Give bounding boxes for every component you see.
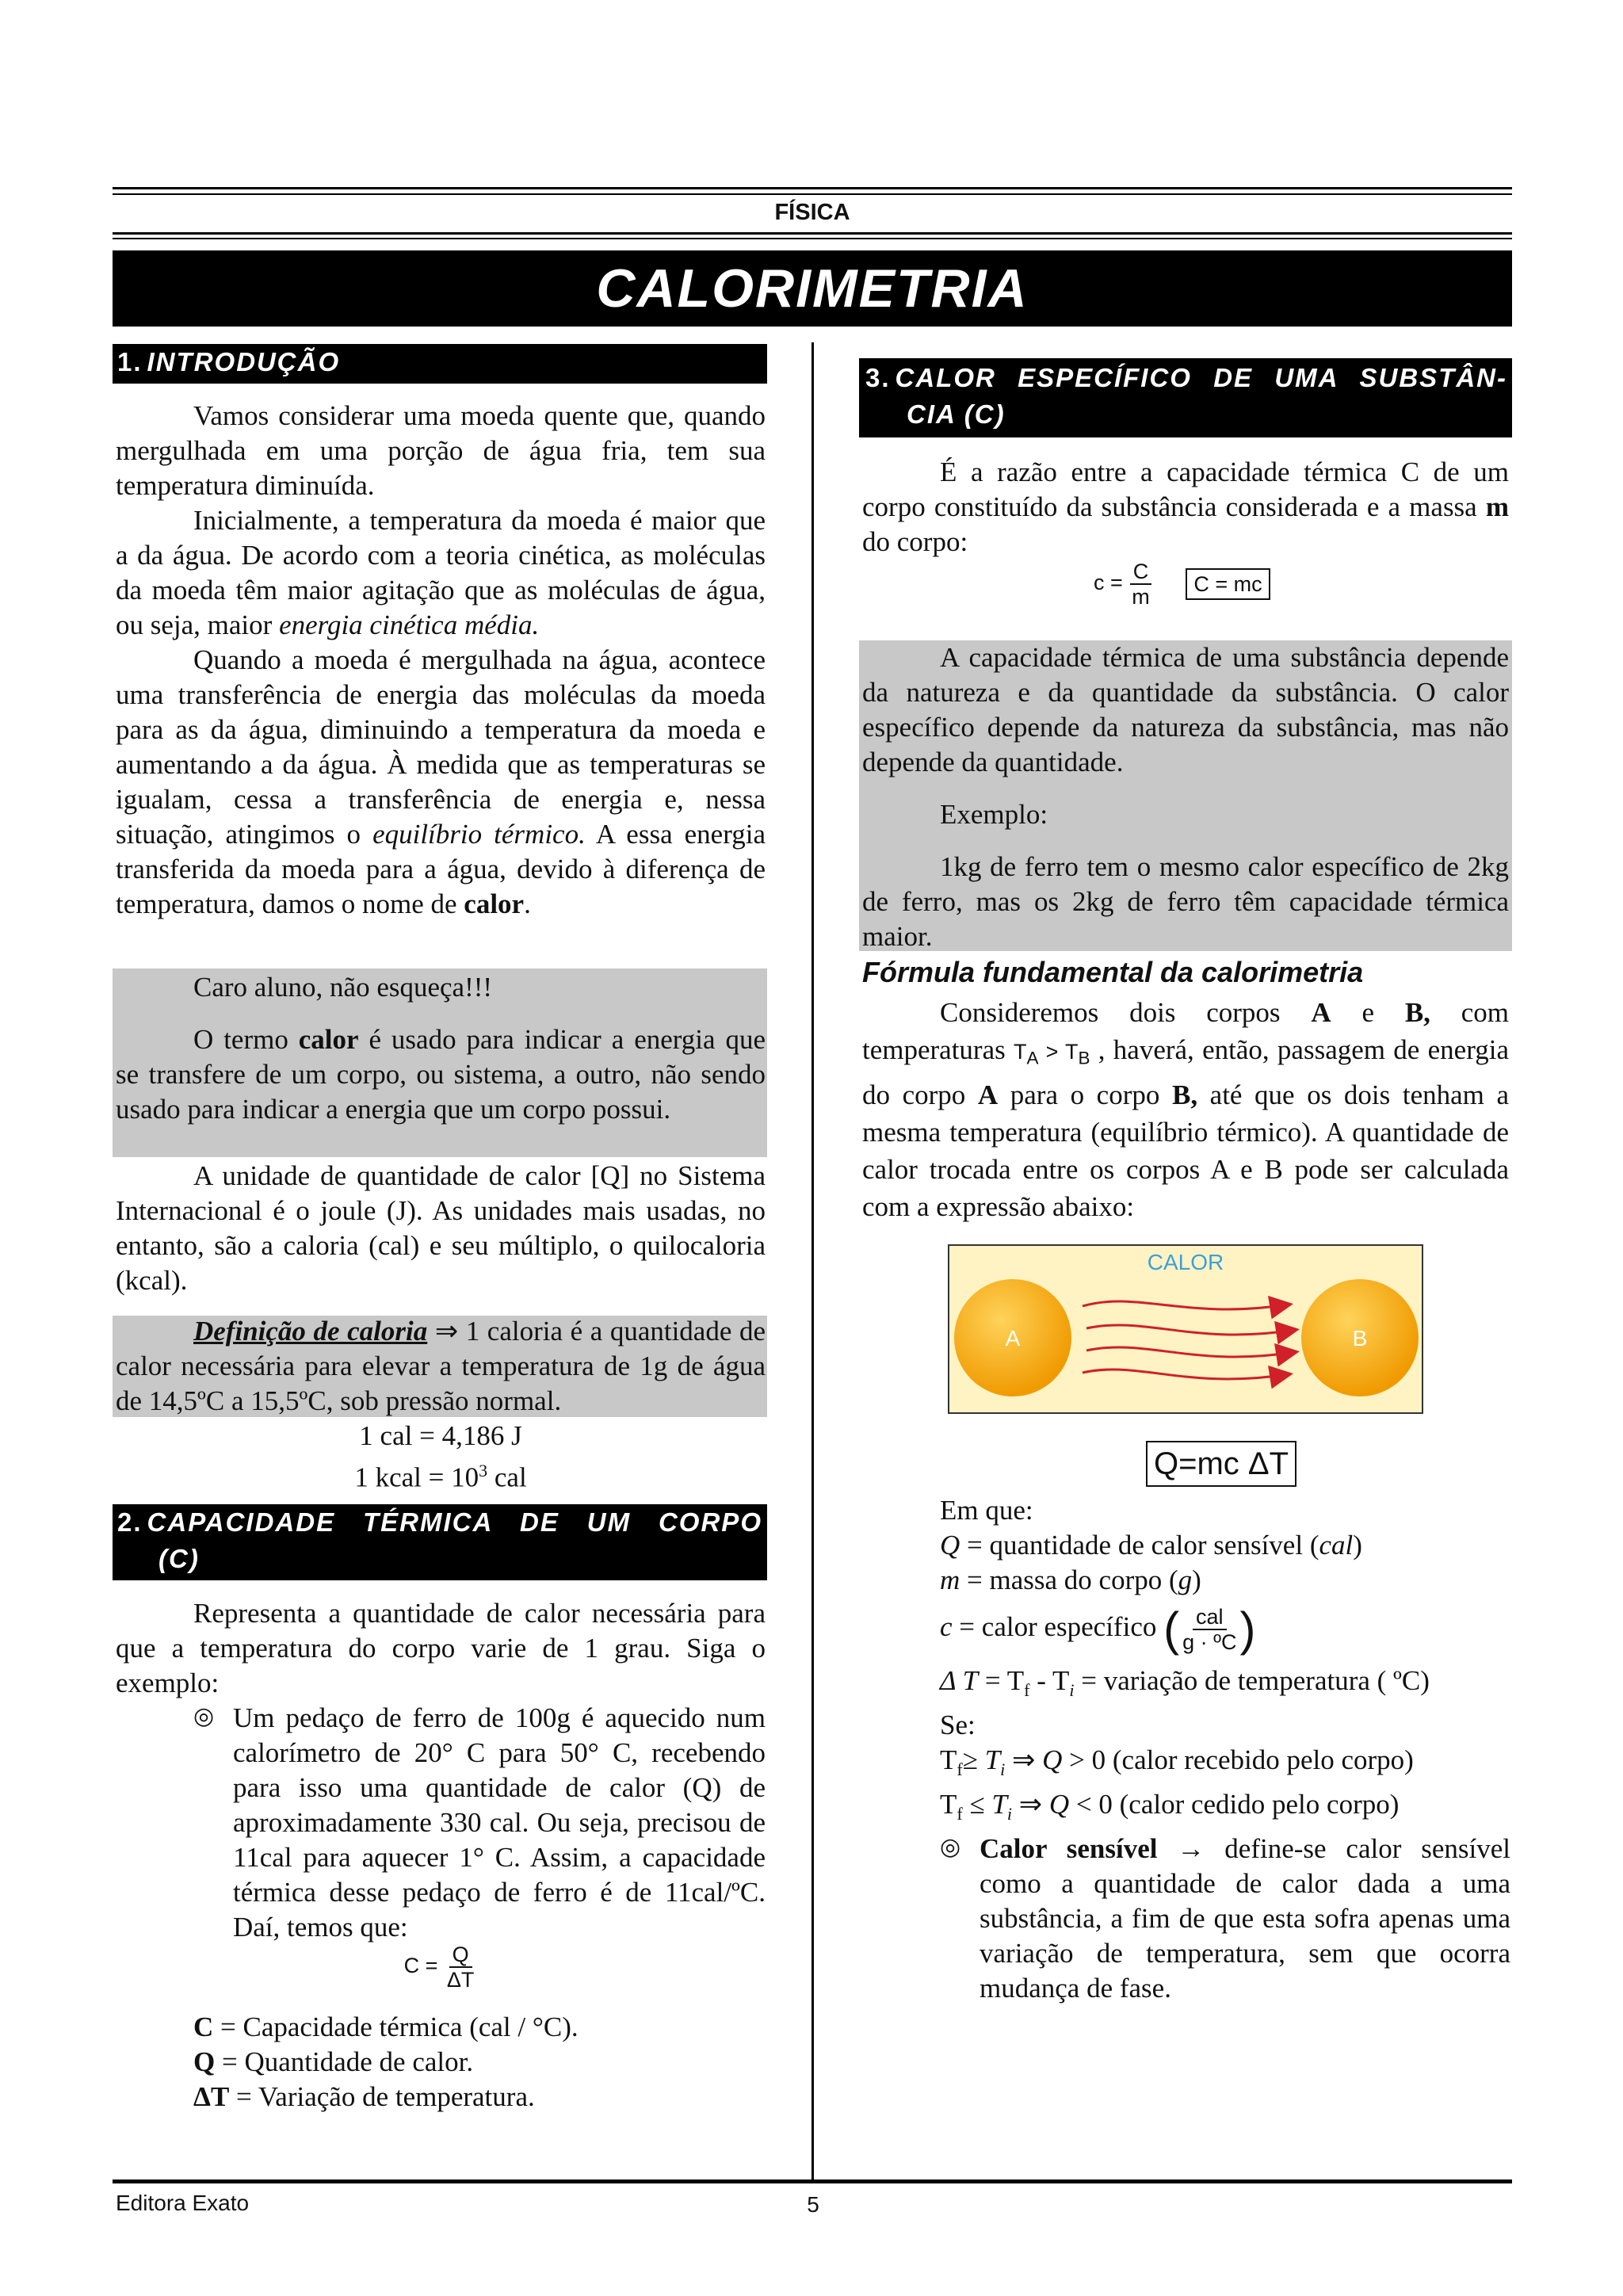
section-heading-introducao <box>113 344 767 384</box>
text: ) <box>1192 1564 1201 1595</box>
subscript: i <box>1069 1679 1075 1700</box>
text: 1 caloria é a quantidade de calor necessária para elevar a temperatura de 1g de água de 14,5ºC a 15,5ºC, sob pressão normal. <box>116 1316 766 1416</box>
calor-label: CALOR <box>1147 1250 1224 1274</box>
text: O termo <box>193 1024 299 1055</box>
intro-paragraph-1: Vamos considerar uma moeda quente que, quando mergulhada em uma porção de água fria, tem sua temperatura diminuída. <box>116 400 766 501</box>
text: Consideremos dois corpos <box>940 997 1312 1028</box>
calor-especifico-text <box>862 455 1509 560</box>
text: define-se calor sensível como a quantidade de calor dada a uma substância, a fim de que esta sofra apenas uma variação de temperatura, sem que ocorra mudança de fase. <box>980 1832 1511 2004</box>
symbol: Q <box>1042 1744 1063 1775</box>
text: = calor específico <box>952 1611 1164 1642</box>
symbol: Δ T <box>940 1664 979 1696</box>
numerator: Q <box>449 1943 472 1968</box>
symbol: Q <box>1048 1788 1070 1820</box>
symbol: T <box>984 1744 1001 1775</box>
formula-fraction <box>444 1943 478 1992</box>
subscript: A <box>1026 1048 1039 1068</box>
text: = T <box>978 1664 1025 1696</box>
footer-rule <box>113 2179 1512 2183</box>
var-delta-t <box>940 1664 1510 1708</box>
equivalence-1: 1 cal = 4,186 J <box>359 1420 522 1451</box>
denominator: g · ºC <box>1182 1629 1237 1654</box>
denominator: m <box>1132 585 1150 609</box>
section-number: 1. <box>117 347 143 376</box>
formula-fraction <box>1128 560 1153 609</box>
note-text <box>116 970 766 1127</box>
subscript: i <box>1006 1803 1013 1824</box>
calor-especifico-paragraph <box>862 455 1509 560</box>
symbol: Q <box>940 1530 960 1561</box>
main-formula-box: Q=mc ΔT <box>1146 1441 1296 1487</box>
var-m <box>940 1563 1510 1598</box>
text: e <box>1331 997 1405 1028</box>
symbol: T <box>940 1788 957 1820</box>
note-paragraph <box>116 1022 766 1127</box>
text: É a razão entre a capacidade térmica C de um corpo constituído da substância considerada e a massa <box>862 457 1509 522</box>
denominator: ΔT <box>446 1968 475 1992</box>
equivalence-2 <box>116 1454 766 1496</box>
formula-section-text <box>862 994 1509 1225</box>
section-title: CAPACIDADE TÉRMICA DE UM CORPO <box>147 1507 762 1537</box>
text: 1 kcal = 10 <box>354 1461 479 1493</box>
definition-title: Definição de caloria <box>193 1316 428 1347</box>
emphasis: energia cinética média. <box>279 609 540 640</box>
symbol: T <box>1064 1040 1079 1064</box>
formula-lhs: C = <box>403 1954 438 1978</box>
header-rule-bottom <box>113 232 1512 235</box>
text: do corpo: <box>862 526 968 557</box>
formula-section-paragraph <box>862 994 1509 1225</box>
text: Inicialmente, a temperatura da moeda é maior que a da água. De acordo com a teoria cinética, as moléculas da moeda têm maior agitação que as moléculas de água, ou seja, maior <box>116 505 766 640</box>
unit: g <box>1178 1564 1193 1595</box>
capacity-formula <box>116 1943 766 1992</box>
unit-text <box>116 1159 766 1298</box>
text: Quando a moeda é mergulhada na água, acontece uma transferência de energia das moléculas da moeda para as da água, diminuindo a temperatura da moeda e aumentando a da água. À medida que as temperaturas se igualam, cessa a transferência de energia e, nessa situação, atingimos o <box>116 644 766 850</box>
text: cal <box>487 1461 527 1493</box>
implies-symbol: ⇒ <box>1005 1744 1043 1775</box>
symbol: c <box>940 1611 953 1642</box>
symbol: ΔT <box>193 2081 230 2112</box>
text: ) <box>1353 1530 1362 1561</box>
note-paragraph-1: A capacidade térmica de uma substância depende da natureza e da quantidade da substância. O calor específico depende da natureza da substância, mas não depende da quantidade. <box>862 642 1509 777</box>
section-number: 2. <box>117 1507 143 1537</box>
symbol: m <box>940 1564 960 1595</box>
operator: ≤ <box>962 1788 992 1820</box>
unit-fraction: ( $\frac{\text{cal}}{\text{g · ºC}}$ ) <box>1163 1602 1256 1656</box>
section-title-cont: CIA (C) <box>907 399 1006 429</box>
symbol: B, <box>1404 997 1430 1028</box>
page-title: CALORIMETRIA <box>113 250 1512 327</box>
section-title: INTRODUÇÃO <box>147 347 341 376</box>
text: com temperaturas <box>862 997 1509 1065</box>
example-paragraph: Um pedaço de ferro de 100g é aquecido num calorímetro de 20° C para 50° C, recebendo para isso uma quantidade de calor (Q) de aproximadamente 330 cal. Ou seja, precisou de 11cal para aquecer 1° C. Assim, a capacidade térmica desse pedaço de ferro é de 11cal/ºC. Daí, temos que: <box>233 1702 766 1943</box>
symbol: C <box>193 2011 214 2042</box>
heat-transfer-diagram <box>948 1244 1423 1414</box>
keyword: calor <box>464 888 525 919</box>
specific-heat-note-text <box>862 640 1509 954</box>
exponent: 3 <box>479 1461 488 1480</box>
header-rule-top-thin <box>113 193 1512 195</box>
subject-label: FÍSICA <box>774 200 850 225</box>
emphasis: equilíbrio térmico. <box>372 819 586 850</box>
text: = quantidade de calor sensível ( <box>960 1530 1319 1561</box>
symbol: A <box>977 1079 999 1111</box>
text: A essa energia transferida da moeda para a água, devido à diferença de temperatura, damos o nome de <box>116 819 766 919</box>
unit: cal <box>1319 1530 1354 1561</box>
condition-released <box>940 1787 1510 1832</box>
note-title: Caro aluno, não esqueça!!! <box>193 972 493 1003</box>
sensible-heat-item <box>940 1832 1510 2006</box>
implies-symbol: ⇒ <box>1012 1788 1049 1820</box>
text: < 0 (calor cedido pelo corpo) <box>1069 1788 1400 1820</box>
arrow-symbol: → <box>1157 1832 1225 1864</box>
capacidade-paragraph: Representa a quantidade de calor necessária para que a temperatura do corpo varie de 1 grau. Siga o exemplo: <box>116 1598 766 1698</box>
bullet-icon: ◎ <box>940 1832 961 1861</box>
example-item <box>116 1701 766 1945</box>
section-number: 3. <box>865 363 891 392</box>
text: = massa do corpo ( <box>960 1564 1178 1595</box>
intro-text <box>116 399 766 922</box>
header-rule-bottom-thin <box>113 238 1512 239</box>
se-label: Se: <box>940 1709 976 1740</box>
def-delta-t <box>193 2080 764 2115</box>
boxed-formula: C = mc <box>1186 568 1270 600</box>
text: é usado para indicar a energia que se transfere de um corpo, ou sistema, a outro, não sendo usado para indicar a energia que um corpo possui. <box>116 1024 766 1125</box>
def-c <box>193 2010 764 2045</box>
section-heading-capacidade <box>113 1504 767 1580</box>
numerator: cal <box>1193 1605 1227 1630</box>
text: , haverá, então, passagem de energia do corpo <box>862 1034 1509 1111</box>
implies-symbol: ⇒ <box>434 1316 459 1347</box>
text: até que os dois tenham a mesma temperatura (equilíbrio térmico). A quantidade de calor trocada entre os corpos A e B pode ser calculada com a expressão abaixo: <box>862 1079 1509 1223</box>
definition-text <box>116 1314 766 1419</box>
condition-received <box>940 1743 1510 1787</box>
symbol: T <box>940 1744 957 1775</box>
keyword: Calor sensível <box>980 1832 1158 1864</box>
body-a-label: A <box>1005 1326 1021 1350</box>
numerator: C <box>1130 560 1152 585</box>
capacity-definitions <box>193 2010 764 2115</box>
definition-paragraph <box>116 1314 766 1419</box>
body-b-label: B <box>1352 1326 1368 1350</box>
subscript: f <box>957 1803 963 1824</box>
symbol: B, <box>1171 1079 1198 1111</box>
operator: ≥ <box>962 1744 985 1775</box>
symbol: T <box>1014 1040 1027 1064</box>
section-title: CALOR ESPECÍFICO DE UMA SUBSTÂN- <box>895 363 1507 392</box>
em-que-label: Em que: <box>940 1495 1033 1526</box>
text: = Capacidade térmica (cal / °C). <box>213 2011 579 2042</box>
operator: > <box>1038 1040 1065 1064</box>
unit-paragraph: A unidade de quantidade de calor [Q] no Sistema Internacional é o joule (J). As unidades mais usadas, no entanto, são a caloria (cal) e seu múltiplo, o quilocaloria (kcal). <box>116 1160 766 1296</box>
page-number: 5 <box>807 2192 819 2217</box>
note-example-label: Exemplo: <box>940 799 1048 830</box>
keyword: calor <box>298 1024 359 1055</box>
sensible-heat-paragraph <box>980 1832 1510 2006</box>
intro-paragraph-3 <box>116 643 766 922</box>
header-rule-top <box>113 187 1512 189</box>
subscript: B <box>1078 1048 1090 1068</box>
note-example-text: 1kg de ferro tem o mesmo calor específico de 2kg de ferro, mas os 2kg de ferro têm capacidade térmica maior. <box>862 851 1509 952</box>
temperature-comparison <box>1014 1040 1090 1068</box>
symbol: m <box>1485 491 1509 522</box>
formula-lhs: c = <box>1094 571 1123 595</box>
var-c <box>940 1598 1510 1659</box>
text: = variação de temperatura ( ºC) <box>1074 1664 1430 1696</box>
text: - T <box>1029 1664 1070 1696</box>
subscript: f <box>1024 1679 1030 1700</box>
formula-section-title: Fórmula fundamental da calorimetria <box>862 956 1364 988</box>
intro-paragraph-2 <box>116 503 766 643</box>
footer-publisher: Editora Exato <box>116 2191 250 2215</box>
symbol: T <box>991 1788 1007 1820</box>
subscript: i <box>1000 1759 1006 1779</box>
section-heading-calor-especifico <box>859 358 1512 437</box>
specific-heat-formula <box>1094 560 1270 609</box>
text: = Variação de temperatura. <box>229 2081 535 2112</box>
text: . <box>524 888 531 919</box>
section-title-cont: (C) <box>158 1544 200 1573</box>
subscript: f <box>957 1759 963 1779</box>
symbol: Q <box>193 2046 216 2077</box>
variable-list <box>940 1493 1510 2006</box>
var-q <box>940 1528 1510 1563</box>
column-divider <box>812 342 814 2181</box>
text: para o corpo <box>998 1079 1172 1111</box>
def-q <box>193 2045 764 2080</box>
capacidade-text <box>116 1596 766 1945</box>
symbol: A <box>1311 997 1331 1028</box>
text: = Quantidade de calor. <box>215 2046 474 2077</box>
text: > 0 (calor recebido pelo corpo) <box>1062 1744 1414 1775</box>
bullet-icon: ◎ <box>193 1702 215 1730</box>
